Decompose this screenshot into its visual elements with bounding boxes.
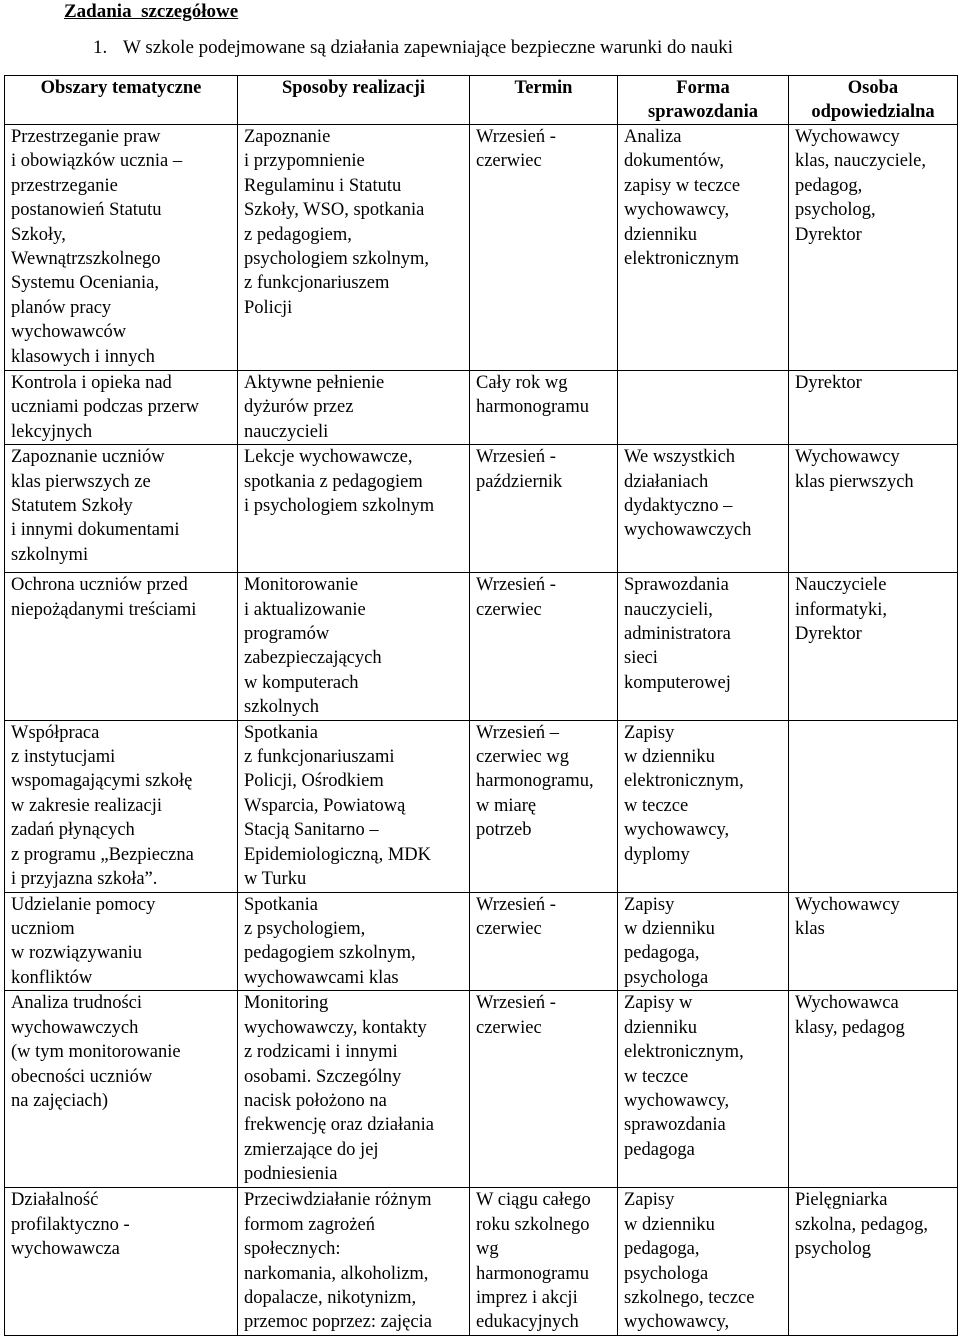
cell-responsible-person: Pielęgniarka szkolna, pedagog, psycholog — [789, 1188, 958, 1335]
cell-report-form: Analiza dokumentów, zapisy w teczce wychowawcy, dzienniku elektronicznym — [618, 125, 789, 371]
cell-deadline: Wrzesień - październik — [470, 445, 618, 573]
task-number: 1. — [93, 37, 108, 58]
cell-responsible-person: Wychowawca klasy, pedagog — [789, 991, 958, 1188]
table-row — [5, 1188, 958, 1335]
cell-deadline: Wrzesień - czerwiec — [470, 573, 618, 720]
task-text: W szkole podejmowane są działania zapewniające bezpieczne warunki do nauki — [123, 37, 734, 58]
cell-report-form: We wszystkich działaniach dydaktyczno – wychowawczych — [618, 445, 789, 573]
task-statement — [93, 37, 733, 59]
table-row — [5, 125, 958, 371]
cell-methods: Lekcje wychowawcze, spotkania z pedagogiem i psychologiem szkolnym — [238, 445, 470, 573]
cell-methods: Monitorowanie i aktualizowanie programów zabezpieczających w komputerach szkolnych — [238, 573, 470, 720]
cell-methods: Przeciwdziałanie różnym formom zagrożeń społecznych: narkomania, alkoholizm, dopalacze, nikotynizm, przemoc poprzez: zajęcia — [238, 1188, 470, 1335]
header-topic-area: Obszary tematyczne — [5, 76, 238, 125]
page-heading: Zadania szczegółowe — [64, 1, 239, 22]
table-row — [5, 720, 958, 892]
cell-report-form: Zapisy w dzienniku elektronicznym, w teczce wychowawcy, dyplomy — [618, 720, 789, 892]
tasks-table — [4, 75, 958, 1336]
header-methods: Sposoby realizacji — [238, 76, 470, 125]
table-row — [5, 892, 958, 991]
cell-topic-area: Zapoznanie uczniów klas pierwszych ze Statutem Szkoły i innymi dokumentami szkolnymi — [5, 445, 238, 573]
cell-deadline: W ciągu całego roku szkolnego wg harmonogramu imprez i akcji edukacyjnych — [470, 1188, 618, 1335]
header-report-form: Forma sprawozdania — [618, 76, 789, 125]
cell-deadline: Wrzesień - czerwiec — [470, 125, 618, 371]
cell-report-form: Zapisy w dzienniku pedagoga, psychologa — [618, 892, 789, 991]
cell-responsible-person: Wychowawcy klas, nauczyciele, pedagog, psycholog, Dyrektor — [789, 125, 958, 371]
cell-methods: Zapoznanie i przypomnienie Regulaminu i Statutu Szkoły, WSO, spotkania z pedagogiem, psychologiem szkolnym, z funkcjonariuszem Policji — [238, 125, 470, 371]
cell-responsible-person: Dyrektor — [789, 371, 958, 445]
cell-methods: Monitoring wychowawczy, kontakty z rodzicami i innymi osobami. Szczególny nacisk położono na frekwencję oraz działania zmierzające do jej podniesienia — [238, 991, 470, 1188]
cell-topic-area: Współpraca z instytucjami wspomagającymi szkołę w zakresie realizacji zadań płynących z programu „Bezpieczna i przyjazna szkoła”. — [5, 720, 238, 892]
cell-responsible-person: Wychowawcy klas — [789, 892, 958, 991]
cell-methods: Spotkania z funkcjonariuszami Policji, Ośrodkiem Wsparcia, Powiatową Stacją Sanitarno – Epidemiologiczną, MDK w Turku — [238, 720, 470, 892]
cell-topic-area: Przestrzeganie praw i obowiązków ucznia – przestrzeganie postanowień Statutu Szkoły, Wewnątrzszkolnego Systemu Oceniania, planów pracy wychowawców klasowych i innych — [5, 125, 238, 371]
cell-report-form: Zapisy w dzienniku pedagoga, psychologa szkolnego, teczce wychowawcy, — [618, 1188, 789, 1335]
cell-deadline: Cały rok wg harmonogramu — [470, 371, 618, 445]
cell-responsible-person: Nauczyciele informatyki, Dyrektor — [789, 573, 958, 720]
table-header-row — [5, 76, 958, 125]
cell-responsible-person: Wychowawcy klas pierwszych — [789, 445, 958, 573]
cell-deadline: Wrzesień - czerwiec — [470, 991, 618, 1188]
header-deadline: Termin — [470, 76, 618, 125]
cell-methods: Spotkania z psychologiem, pedagogiem szkolnym, wychowawcami klas — [238, 892, 470, 991]
cell-topic-area: Analiza trudności wychowawczych (w tym monitorowanie obecności uczniów na zajęciach) — [5, 991, 238, 1188]
cell-report-form: Zapisy w dzienniku elektronicznym, w teczce wychowawcy, sprawozdania pedagoga — [618, 991, 789, 1188]
table-row — [5, 991, 958, 1188]
cell-deadline: Wrzesień – czerwiec wg harmonogramu, w miarę potrzeb — [470, 720, 618, 892]
cell-topic-area: Kontrola i opieka nad uczniami podczas przerw lekcyjnych — [5, 371, 238, 445]
cell-methods: Aktywne pełnienie dyżurów przez nauczycieli — [238, 371, 470, 445]
cell-topic-area: Ochrona uczniów przed niepożądanymi treściami — [5, 573, 238, 720]
cell-topic-area: Udzielanie pomocy uczniom w rozwiązywaniu konfliktów — [5, 892, 238, 991]
header-responsible-person: Osoba odpowiedzialna — [789, 76, 958, 125]
cell-deadline: Wrzesień - czerwiec — [470, 892, 618, 991]
table-row — [5, 371, 958, 445]
cell-responsible-person — [789, 720, 958, 892]
cell-topic-area: Działalność profilaktyczno - wychowawcza — [5, 1188, 238, 1335]
table-row — [5, 573, 958, 720]
cell-report-form: Sprawozdania nauczycieli, administratora sieci komputerowej — [618, 573, 789, 720]
cell-report-form — [618, 371, 789, 445]
table-row — [5, 445, 958, 573]
